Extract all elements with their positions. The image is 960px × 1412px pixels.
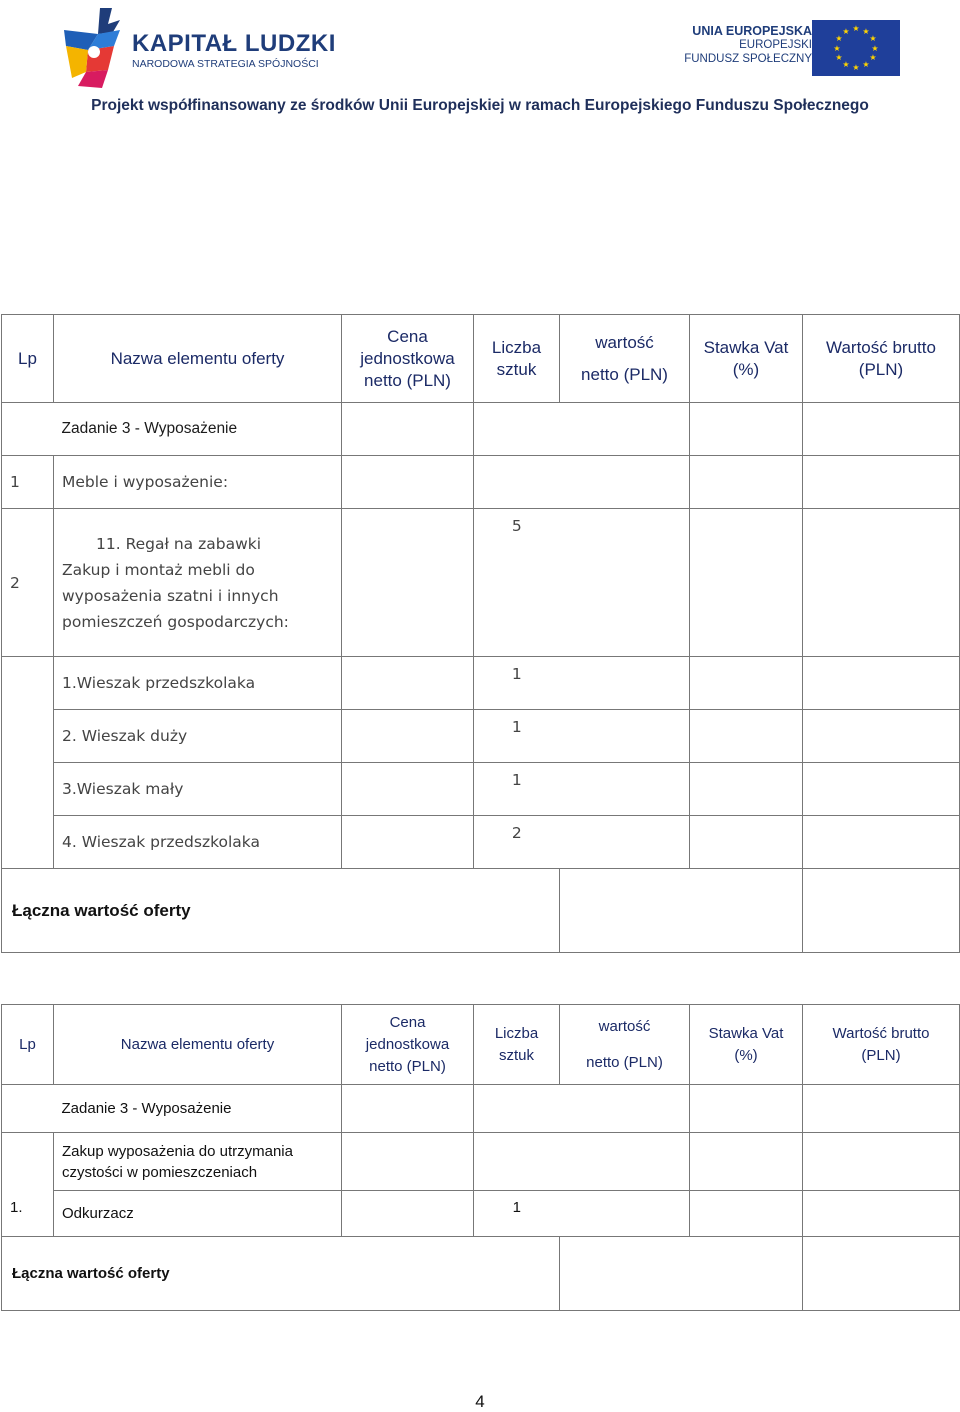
section-title: Zadanie 3 - Wyposażenie bbox=[54, 1085, 342, 1133]
row-name: 2. Wieszak duży bbox=[54, 710, 342, 763]
col-vat-rate: Stawka Vat (%) bbox=[690, 1005, 803, 1085]
total-gross-cell bbox=[803, 869, 960, 953]
table-row bbox=[2, 657, 960, 710]
col-lp: Lp bbox=[2, 315, 54, 403]
section-row bbox=[2, 403, 960, 456]
eu-line-3: FUNDUSZ SPOŁECZNY bbox=[684, 53, 812, 65]
table-row bbox=[2, 816, 960, 869]
table-row bbox=[2, 763, 960, 816]
group-row bbox=[2, 1133, 960, 1191]
section-row bbox=[2, 1085, 960, 1133]
row-qty: 1 bbox=[474, 1191, 560, 1237]
table-row bbox=[2, 509, 960, 657]
eu-flag-icon bbox=[812, 20, 900, 76]
row-qty: 1 bbox=[474, 763, 560, 816]
project-headline: Projekt współfinansowany ze środków Unii Europejskiej w ramach Europejskiego Funduszu Społecznego bbox=[91, 97, 869, 114]
col-gross-value: Wartość brutto (PLN) bbox=[803, 315, 960, 403]
eu-logo bbox=[672, 20, 912, 80]
svg-text:★: ★ bbox=[869, 34, 877, 43]
eu-logo-text bbox=[684, 24, 812, 66]
col-net-value-line2: netto (PLN) bbox=[581, 364, 668, 384]
svg-text:★: ★ bbox=[835, 34, 843, 43]
row-lp: 1. bbox=[2, 1191, 54, 1237]
col-net-value-line1: wartość bbox=[595, 332, 654, 352]
total-row bbox=[2, 1237, 960, 1311]
svg-text:★: ★ bbox=[835, 53, 843, 62]
table2-header-row bbox=[2, 1005, 960, 1085]
row-name: 1.Wieszak przedszkolaka bbox=[54, 657, 342, 710]
kapital-ludzki-subtitle: NARODOWA STRATEGIA SPÓJNOŚCI bbox=[132, 58, 319, 70]
col-net-value-line2: netto (PLN) bbox=[586, 1053, 663, 1071]
row-qty: 2 bbox=[474, 816, 560, 869]
row-qty: 5 bbox=[474, 509, 560, 657]
table-row bbox=[2, 1191, 960, 1237]
svg-text:★: ★ bbox=[852, 63, 860, 72]
row-lp: 2 bbox=[2, 509, 54, 657]
col-lp: Lp bbox=[2, 1005, 54, 1085]
svg-text:★: ★ bbox=[852, 24, 860, 33]
col-net-value bbox=[560, 315, 690, 403]
svg-text:★: ★ bbox=[869, 53, 877, 62]
row-lp: 1 bbox=[2, 456, 54, 509]
row-name-item: 11. Regał na zabawki bbox=[96, 534, 262, 553]
col-unit-price: Cena jednostkowa netto (PLN) bbox=[342, 315, 474, 403]
col-name: Nazwa elementu oferty bbox=[54, 315, 342, 403]
eu-line-2: EUROPEJSKI bbox=[739, 39, 812, 51]
total-gross-cell bbox=[803, 1237, 960, 1311]
total-label: Łączna wartość oferty bbox=[2, 869, 560, 953]
col-unit-price: Cena jednostkowa netto (PLN) bbox=[342, 1005, 474, 1085]
row-name: Odkurzacz bbox=[54, 1191, 342, 1237]
eu-line-1: UNIA EUROPEJSKA bbox=[692, 24, 812, 38]
col-name: Nazwa elementu oferty bbox=[54, 1005, 342, 1085]
col-net-value bbox=[560, 1005, 690, 1085]
svg-text:★: ★ bbox=[862, 60, 870, 69]
svg-text:★: ★ bbox=[833, 44, 841, 53]
col-quantity: Liczba sztuk bbox=[474, 1005, 560, 1085]
header-logos bbox=[0, 0, 960, 90]
section-title: Zadanie 3 - Wyposażenie bbox=[54, 403, 342, 456]
row-qty: 1 bbox=[474, 710, 560, 763]
svg-text:★: ★ bbox=[842, 27, 850, 36]
row-qty: 1 bbox=[474, 657, 560, 710]
table-row bbox=[2, 456, 960, 509]
kapital-ludzki-title: KAPITAŁ LUDZKI bbox=[132, 30, 336, 57]
col-vat-rate: Stawka Vat (%) bbox=[690, 315, 803, 403]
row-name: 3.Wieszak mały bbox=[54, 763, 342, 816]
total-net-cell bbox=[560, 1237, 803, 1311]
col-quantity: Liczba sztuk bbox=[474, 315, 560, 403]
svg-text:★: ★ bbox=[871, 44, 879, 53]
table-row bbox=[2, 710, 960, 763]
svg-text:★: ★ bbox=[842, 60, 850, 69]
svg-text:★: ★ bbox=[862, 27, 870, 36]
group-label: Zakup wyposażenia do utrzymania czystości w pomieszczeniach bbox=[54, 1133, 342, 1191]
page-number: 4 bbox=[475, 1392, 485, 1411]
row-name-group: Zakup i montaż mebli do wyposażenia szatni i innych pomieszczeń gospodarczych: bbox=[62, 560, 289, 631]
total-row bbox=[2, 869, 960, 953]
offer-table-1 bbox=[1, 314, 960, 953]
offer-table-2 bbox=[1, 1004, 960, 1311]
total-label: Łączna wartość oferty bbox=[2, 1237, 560, 1311]
total-net-cell bbox=[560, 869, 803, 953]
row-name: 4. Wieszak przedszkolaka bbox=[54, 816, 342, 869]
table1-header-row bbox=[2, 315, 960, 403]
row-name: Meble i wyposażenie: bbox=[54, 456, 342, 509]
col-gross-value: Wartość brutto (PLN) bbox=[803, 1005, 960, 1085]
col-net-value-line1: wartość bbox=[598, 1017, 651, 1035]
